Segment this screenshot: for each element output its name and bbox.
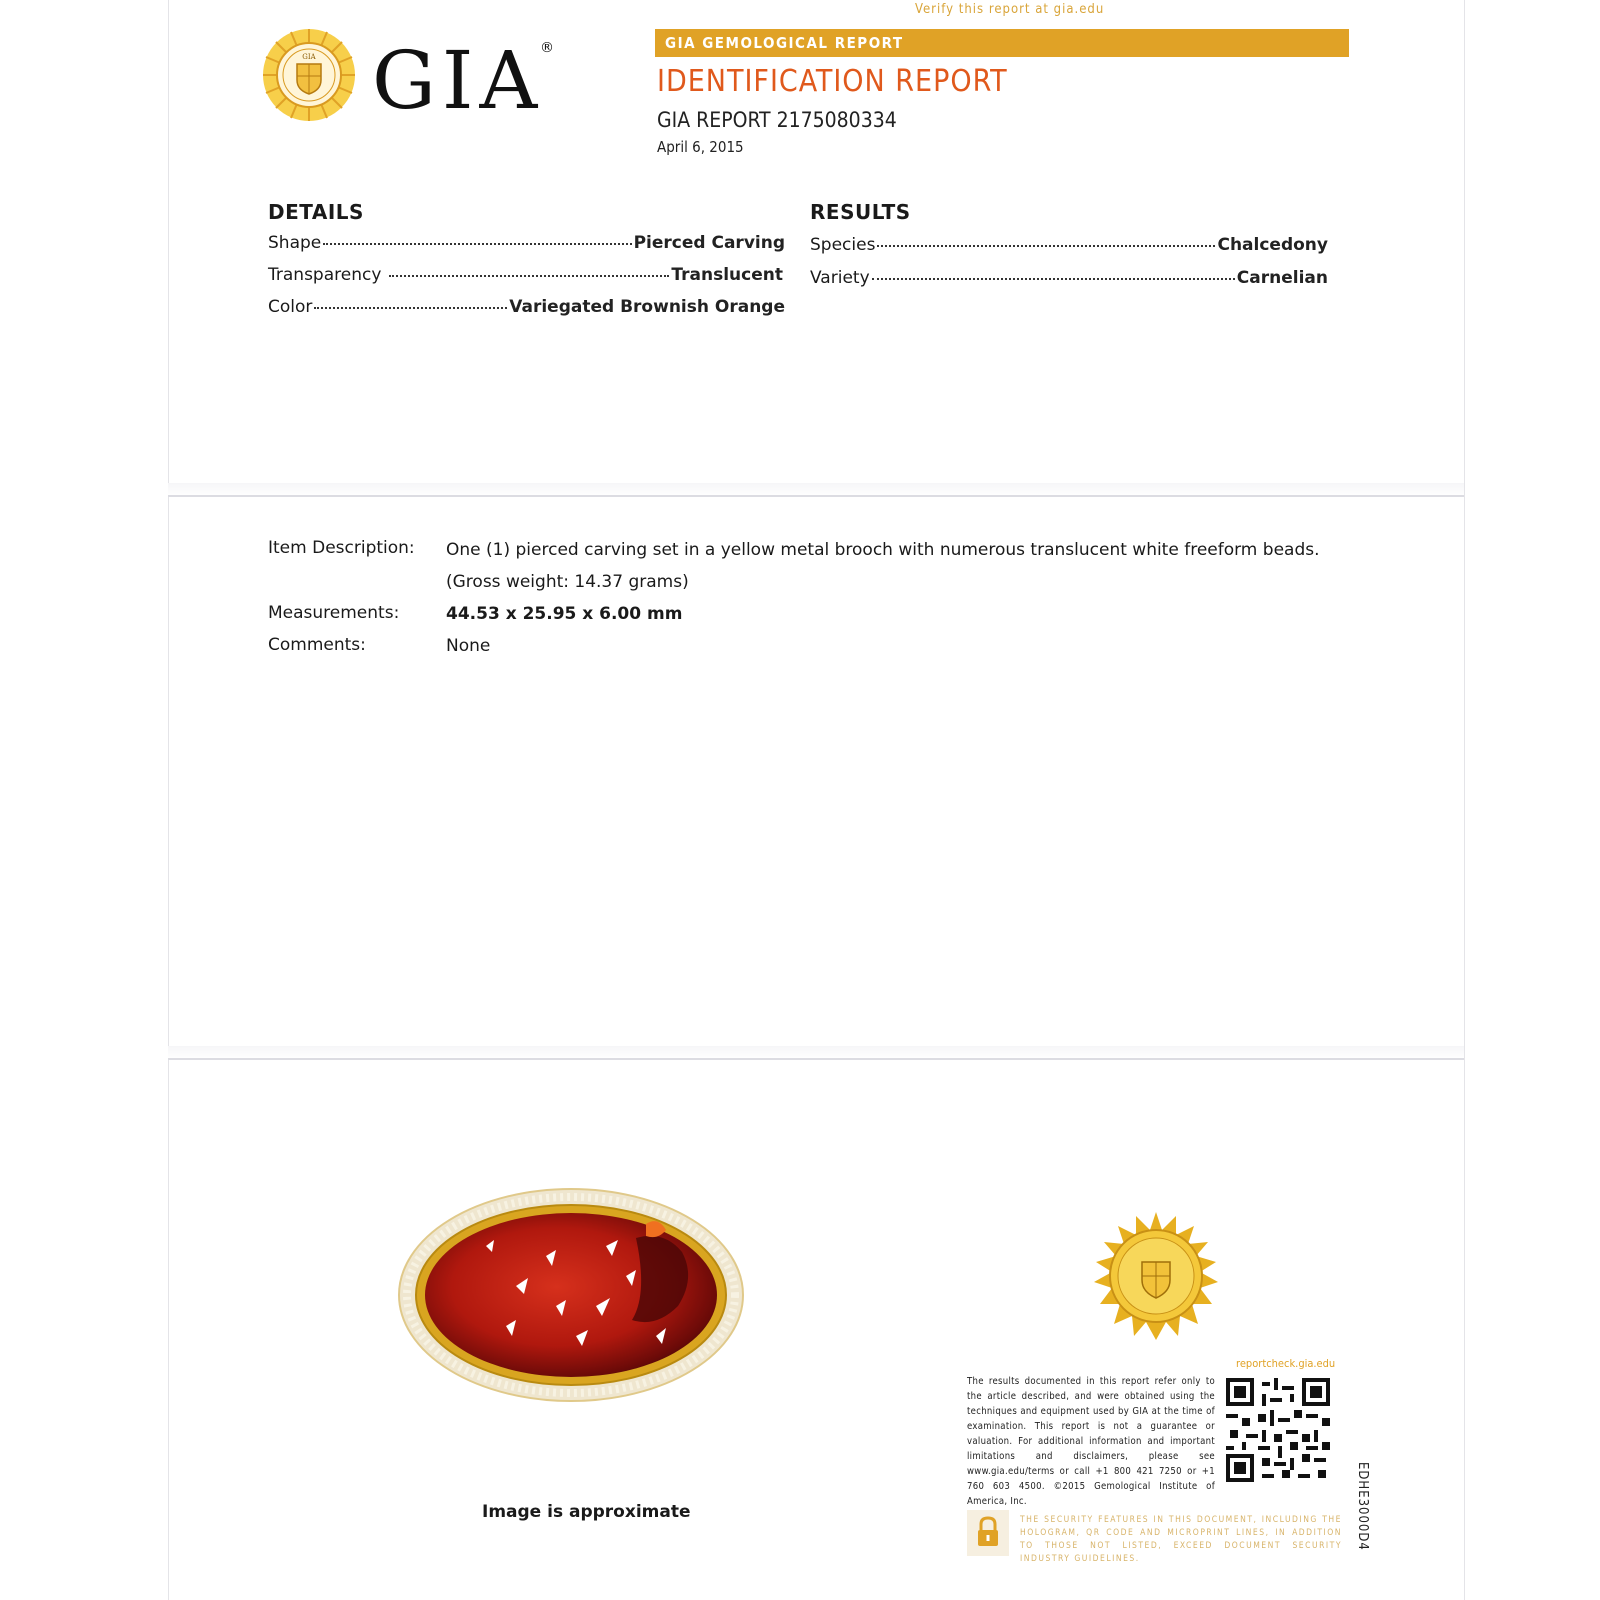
gold-seal-icon <box>1090 1210 1222 1342</box>
fold-line <box>168 495 1464 497</box>
page-left-edge <box>168 0 169 1600</box>
report-date: April 6, 2015 <box>657 138 744 156</box>
serial-number: EDHE3000D4 <box>1355 1462 1370 1551</box>
qr-code-icon[interactable] <box>1226 1378 1330 1482</box>
comments-value: None <box>446 636 491 656</box>
gia-seal-icon <box>262 28 356 122</box>
item-description-label: Item Description: <box>268 538 415 558</box>
page-right-edge <box>1464 0 1465 1600</box>
comments-label: Comments: <box>268 635 366 655</box>
details-value: Pierced Carving <box>633 233 785 253</box>
gia-wordmark: GIA <box>372 34 544 127</box>
report-number: GIA REPORT 2175080334 <box>657 108 897 132</box>
report-title: IDENTIFICATION REPORT <box>657 64 1008 99</box>
brooch-image <box>396 1186 746 1404</box>
measurements-label: Measurements: <box>268 603 400 623</box>
legal-disclaimer: The results documented in this report refer only to the article described, and were obtained using the techniques and equipment used by GIA at the time of examination. This report is not a guarantee or valuation. For additional information and important limitations and disclaimers, please see www.gia.edu/terms or call +1 800 421 7250 or +1 760 603 4500. ©2015 Gemological Institute of America, Inc. <box>967 1376 1215 1507</box>
seal-text: GIA <box>302 53 316 61</box>
details-value: Translucent <box>671 265 783 285</box>
results-row-variety <box>810 268 1328 288</box>
details-row-color <box>268 297 785 317</box>
results-row-species <box>810 235 1328 255</box>
details-heading: DETAILS <box>268 200 364 224</box>
details-label: Transparency <box>268 265 382 285</box>
item-description-line1: One (1) pierced carving set in a yellow metal brooch with numerous translucent white freeform beads. <box>446 540 1320 560</box>
results-label: Variety <box>810 268 870 288</box>
verify-link[interactable]: Verify this report at gia.edu <box>915 2 1105 17</box>
results-heading: RESULTS <box>810 200 911 224</box>
item-description-line2: (Gross weight: 14.37 grams) <box>446 572 689 592</box>
details-row-transparency <box>268 265 783 285</box>
security-text: THE SECURITY FEATURES IN THIS DOCUMENT, INCLUDING THE HOLOGRAM, QR CODE AND MICROPRINT LINES, IN ADDITION TO THOSE NOT LISTED, EXCEED DOCUMENT SECURITY INDUSTRY GUIDELINES. <box>1020 1515 1342 1564</box>
registered-mark: ® <box>540 40 554 56</box>
results-value: Chalcedony <box>1217 235 1328 255</box>
details-value: Variegated Brownish Orange <box>509 297 785 317</box>
details-label: Color <box>268 297 313 317</box>
report-banner <box>655 29 1349 57</box>
reportcheck-link[interactable]: reportcheck.gia.edu <box>1236 1357 1336 1370</box>
details-label: Shape <box>268 233 322 253</box>
lock-icon <box>967 1510 1009 1556</box>
results-value: Carnelian <box>1236 268 1328 288</box>
measurements-value: 44.53 x 25.95 x 6.00 mm <box>446 604 683 624</box>
banner-label: GIA GEMOLOGICAL REPORT <box>665 34 904 52</box>
results-label: Species <box>810 235 876 255</box>
image-caption: Image is approximate <box>482 1502 691 1522</box>
details-row-shape <box>268 233 785 253</box>
fold-line <box>168 1058 1464 1060</box>
